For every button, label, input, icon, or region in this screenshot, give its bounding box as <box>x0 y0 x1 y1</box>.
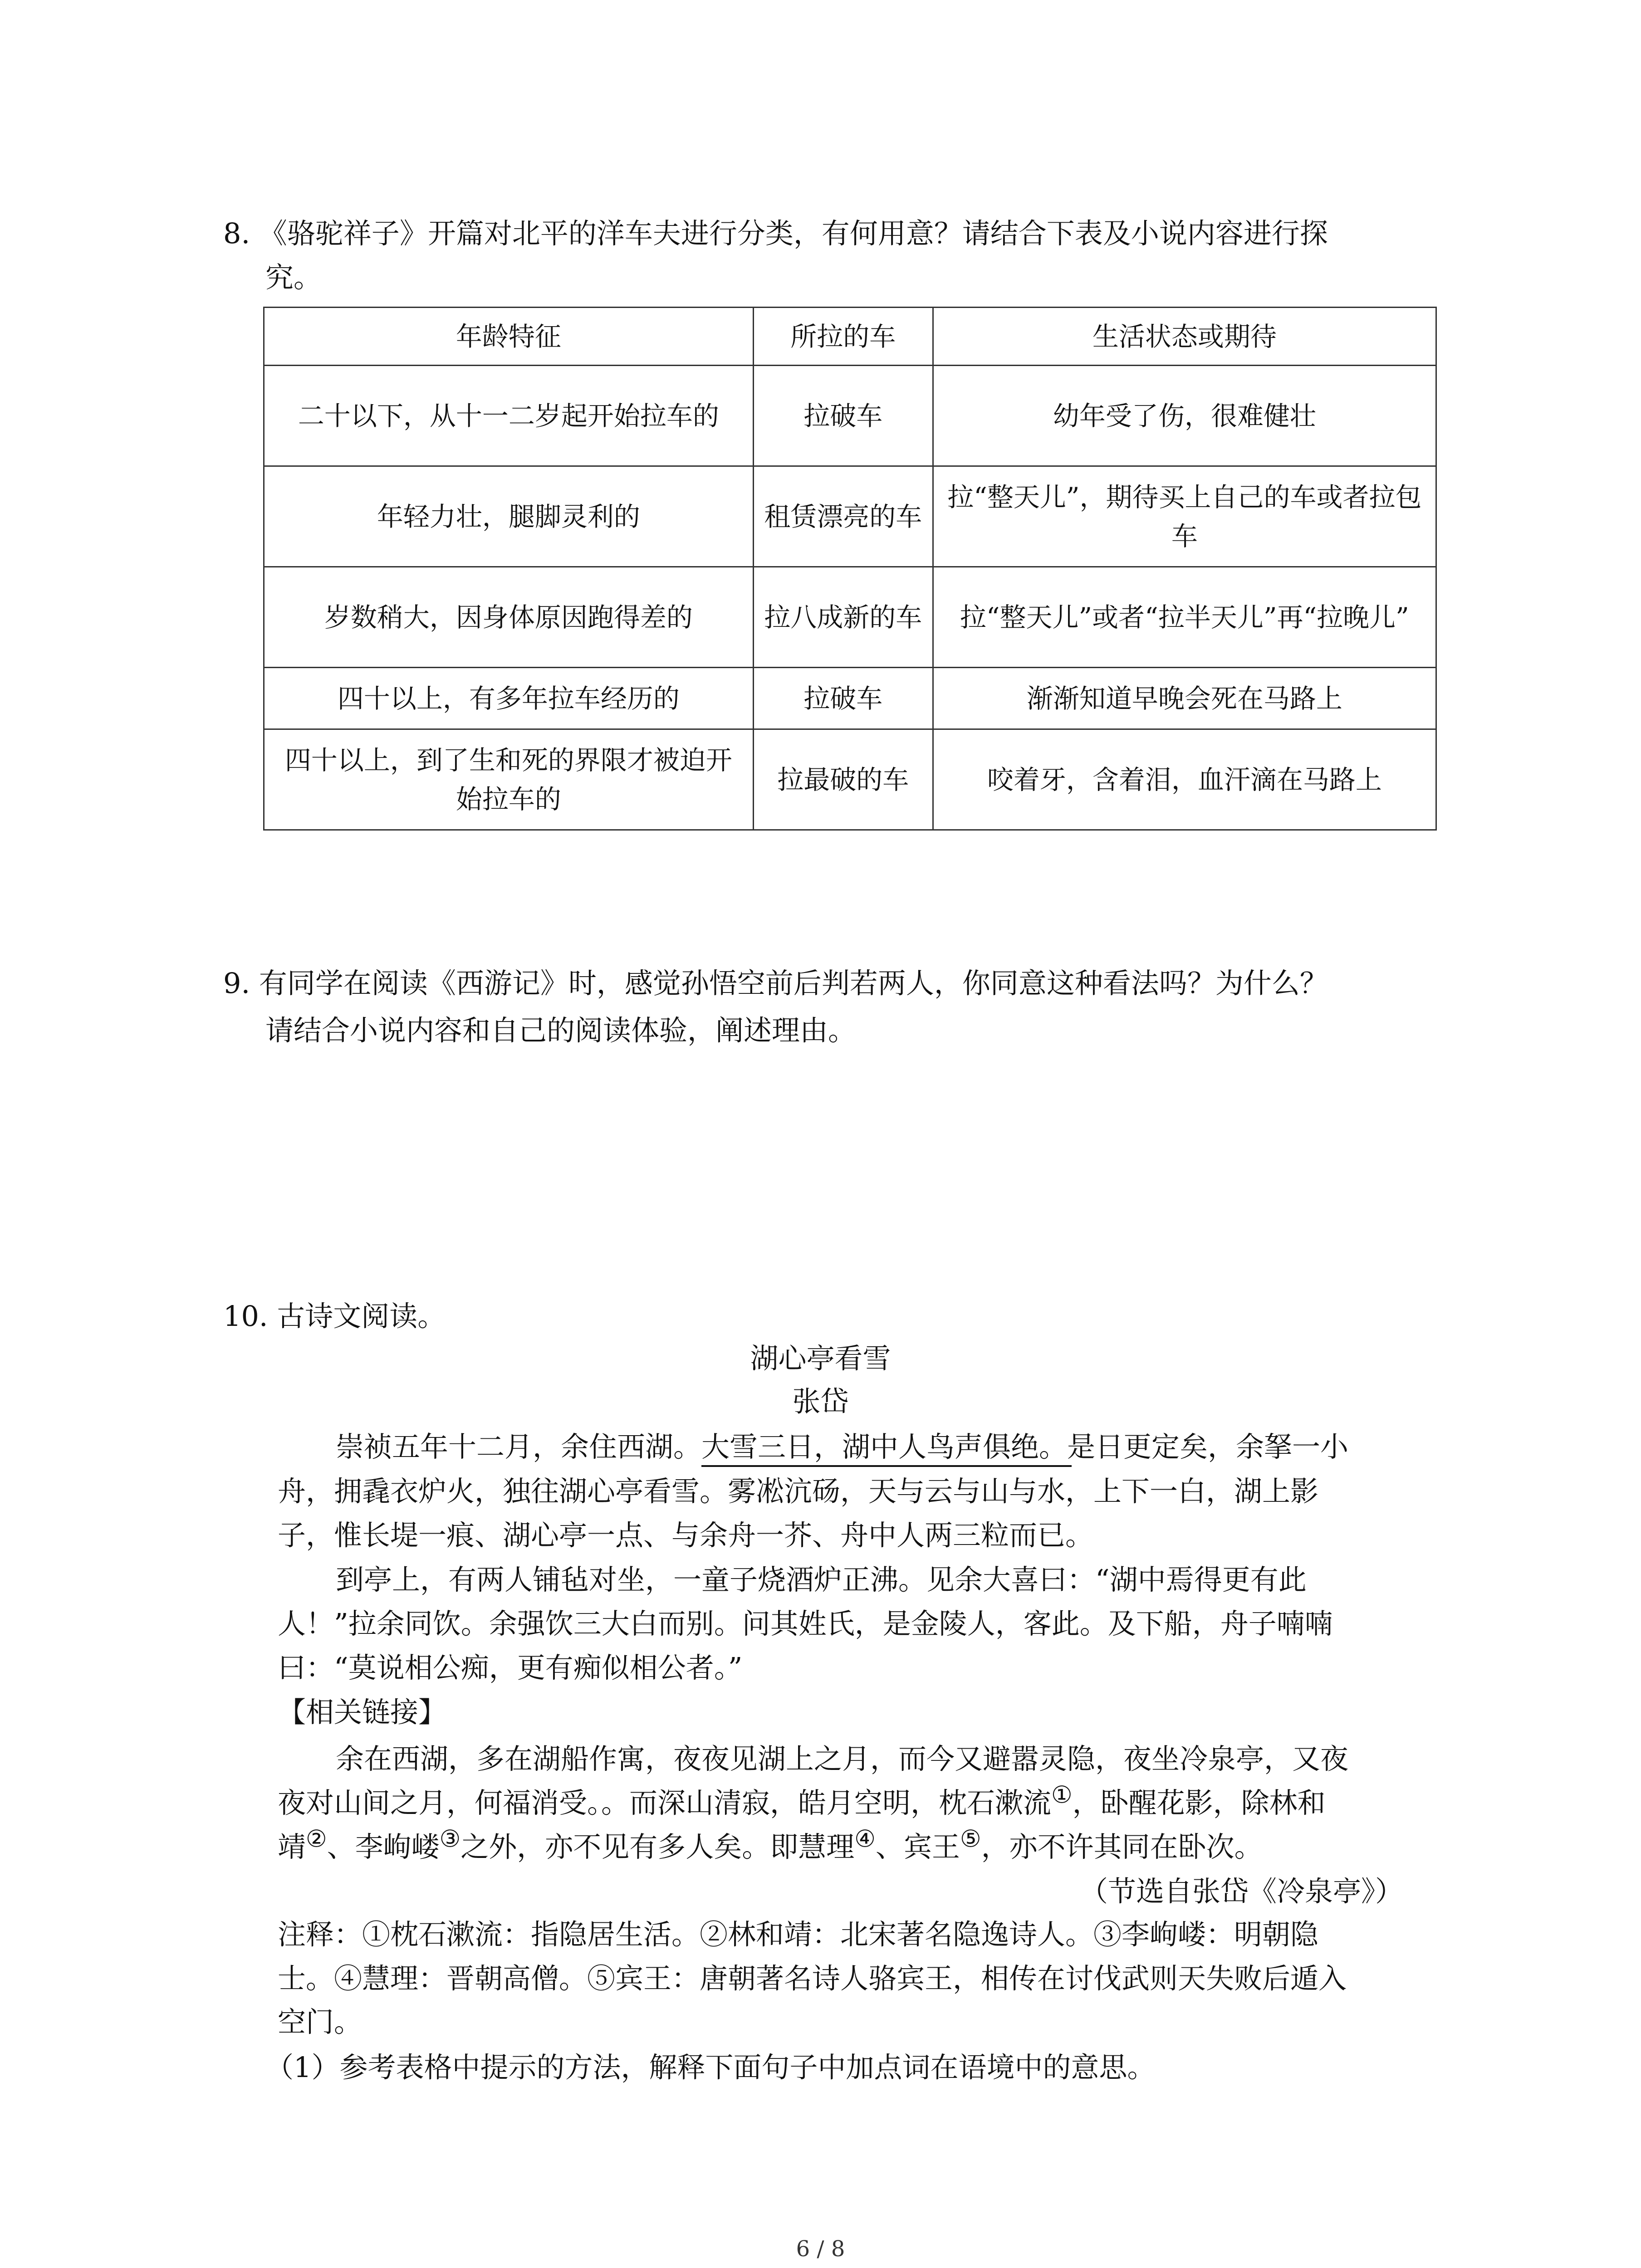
table-cell: 拉“整天儿”，期待买上自己的车或者拉包车 <box>933 466 1436 567</box>
rickshaw-puller-table <box>263 307 1437 831</box>
footnote-marker: ③ <box>439 1825 461 1853</box>
passage-p1-line-1 <box>336 1429 1348 1465</box>
table-cell: 四十以上，有多年拉车经历的 <box>264 668 754 729</box>
notes-line-1: 注释：①枕石漱流：指隐居生活。②林和靖：北宋著名隐逸诗人。③李岣嵝：明朝隐 <box>278 1918 1319 1951</box>
subquestion-1: （1）参考表格中提示的方法，解释下面句子中加点词在语境中的意思。 <box>265 2051 1156 2084</box>
table-cell: 岁数稍大，因身体原因跑得差的 <box>264 567 754 668</box>
table-header-row <box>264 308 1436 366</box>
table-row <box>264 668 1436 729</box>
footnote-marker: ④ <box>854 1825 876 1853</box>
q9-line-1: 9. 有同学在阅读《西游记》时，感觉孙悟空前后判若两人，你同意这种看法吗？为什么？ <box>223 967 1328 1000</box>
passage-text: ，卧醒花影，除林和 <box>1072 1786 1326 1819</box>
passage-p1-line-3: 子，惟长堤一痕、湖心亭一点、与余舟一芥、舟中人两三粒而已。 <box>278 1519 1094 1552</box>
table-row <box>264 567 1436 668</box>
passage-p2-line-2: 人！”拉余同饮。余强饮三大白而别。问其姓氏，是金陵人，客此。及下船，舟子喃喃 <box>278 1607 1333 1640</box>
table-header-cell: 所拉的车 <box>753 308 933 366</box>
q9-line-2: 请结合小说内容和自己的阅读体验，阐述理由。 <box>265 1014 857 1047</box>
underlined-sentence: 大雪三日，湖中人鸟声俱绝。 <box>701 1430 1068 1463</box>
table-cell: 拉最破的车 <box>753 729 933 830</box>
related-link-title: 【相关链接】 <box>278 1696 447 1729</box>
passage-p1-line-2: 舟，拥毳衣炉火，独往湖心亭看雪。雾凇沆砀，天与云与山与水，上下一白，湖上影 <box>278 1475 1319 1508</box>
q8-line-1: 8. 《骆驼祥子》开篇对北平的洋车夫进行分类，有何用意？请结合下表及小说内容进行探 <box>223 217 1328 250</box>
passage-text: 之外，亦不见有多人矣。即慧理 <box>460 1830 855 1863</box>
table-header-cell: 生活状态或期待 <box>933 308 1436 366</box>
table-row <box>264 729 1436 830</box>
table-cell: 拉八成新的车 <box>753 567 933 668</box>
table-cell: 咬着牙，含着泪，血汗滴在马路上 <box>933 729 1436 830</box>
table-cell: 渐渐知道早晚会死在马路上 <box>933 668 1436 729</box>
notes-line-3: 空门。 <box>278 2005 362 2038</box>
passage-source: （节选自张岱《冷泉亭》） <box>1080 1875 1404 1908</box>
passage-p3-line-1: 余在西湖，多在湖船作寓，夜夜见湖上之月，而今又避嚣灵隐，夜坐冷泉亭，又夜 <box>336 1742 1349 1775</box>
table-row <box>264 366 1436 466</box>
footnote-marker: ② <box>306 1825 327 1853</box>
passage-p2-line-3: 曰：“莫说相公痴，更有痴似相公者。” <box>278 1651 743 1684</box>
footnote-marker: ① <box>1051 1781 1073 1809</box>
passage-text: 、李岣嵝 <box>327 1830 440 1863</box>
notes-line-2: 士。④慧理：晋朝高僧。⑤宾王：唐朝著名诗人骆宾王，相传在讨伐武则天失败后遁入 <box>278 1962 1347 1995</box>
table-cell: 租赁漂亮的车 <box>753 466 933 567</box>
table-cell: 四十以上，到了生和死的界限才被迫开始拉车的 <box>264 729 754 830</box>
table-cell: 拉“整天儿”或者“拉半天儿”再“拉晚儿” <box>933 567 1436 668</box>
poem-title: 湖心亭看雪 <box>750 1342 891 1375</box>
table-header-cell: 年龄特征 <box>264 308 754 366</box>
page-number: 6 / 8 <box>796 2236 845 2262</box>
passage-p3-line-2 <box>278 1781 1326 1821</box>
table-cell: 拉破车 <box>753 366 933 466</box>
table-cell: 幼年受了伤，很难健壮 <box>933 366 1436 466</box>
table-row <box>264 466 1436 567</box>
table-cell: 年轻力壮，腿脚灵利的 <box>264 466 754 567</box>
passage-p3-line-3 <box>278 1825 1263 1865</box>
passage-text: ，亦不许其同在卧次。 <box>981 1830 1263 1863</box>
table-cell: 拉破车 <box>753 668 933 729</box>
q10-heading: 10. 古诗文阅读。 <box>223 1300 446 1333</box>
passage-text: 夜对山间之月，何福消受。。而深山清寂，皓月空明，枕石漱流 <box>278 1786 1052 1819</box>
q8-line-2: 究。 <box>265 261 322 294</box>
passage-text: 是日更定矣，余拏一小 <box>1067 1430 1349 1463</box>
table-cell: 二十以下，从十一二岁起开始拉车的 <box>264 366 754 466</box>
footnote-marker: ⑤ <box>960 1825 981 1853</box>
passage-text: 靖 <box>278 1830 306 1863</box>
poem-author: 张岱 <box>792 1385 849 1418</box>
passage-text: 崇祯五年十二月，余住西湖。 <box>336 1430 702 1463</box>
passage-text: 、宾王 <box>875 1830 960 1863</box>
passage-p2-line-1: 到亭上，有两人铺毡对坐，一童子烧酒炉正沸。见余大喜曰：“湖中焉得更有此 <box>336 1563 1307 1596</box>
